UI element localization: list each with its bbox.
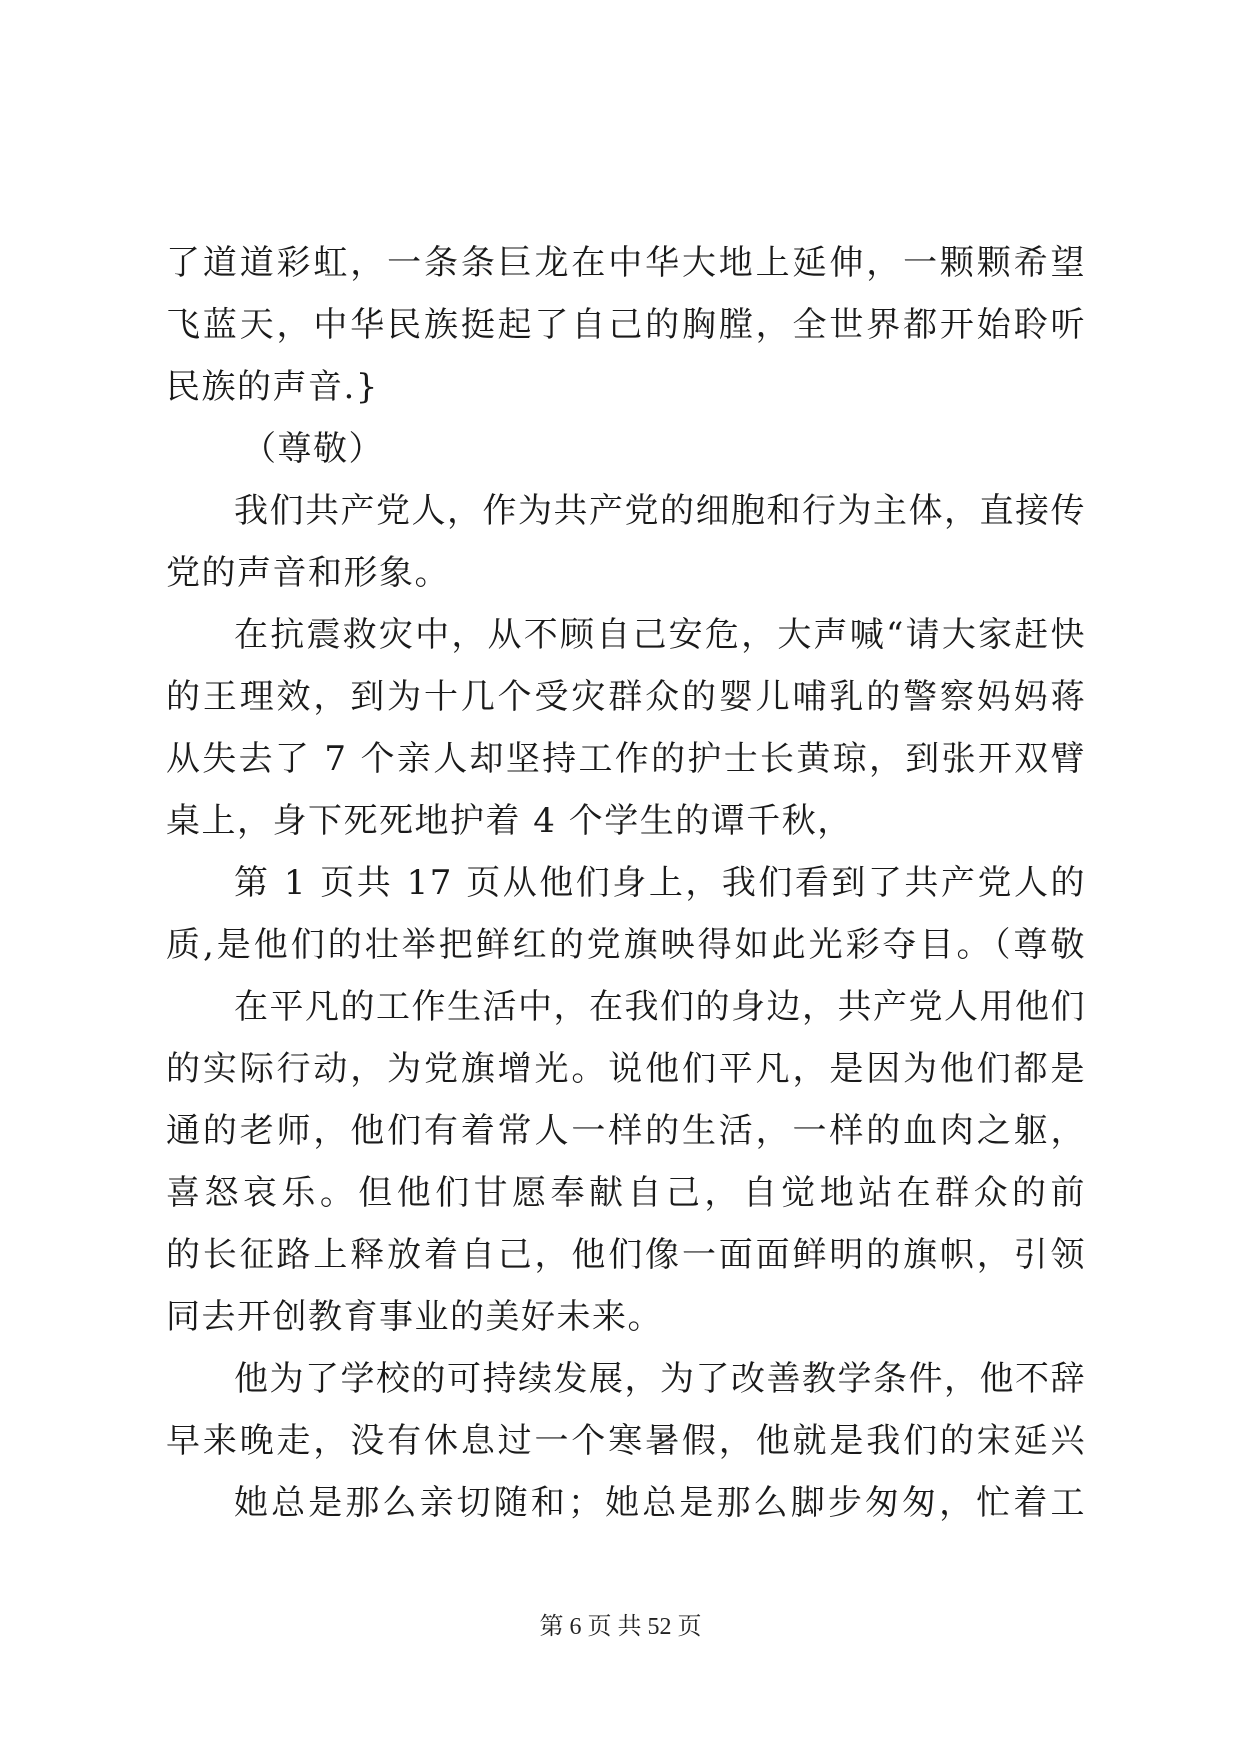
text-line: 的实际行动，为党旗增光。说他们平凡，是因为他们都是 — [166, 1049, 1086, 1089]
text-line: 从失去了 7 个亲人却坚持工作的护士长黄琼，到张开双臂 — [166, 739, 1086, 779]
text-line: 第 1 页共 17 页从他们身上，我们看到了共产党人的 — [234, 863, 1086, 903]
text-line: （尊敬） — [242, 429, 384, 469]
text-line: 在抗震救灾中，从不顾自己安危，大声喊“请大家赶快 — [234, 615, 1086, 655]
text-line: 早来晚走，没有休息过一个寒暑假，他就是我们的宋延兴 — [166, 1421, 1086, 1461]
text-line: 喜怒哀乐。但他们甘愿奉献自己，自觉地站在群众的前 — [166, 1173, 1086, 1213]
page-footer: 第 6 页 共 52 页 — [539, 1614, 702, 1640]
text-line: 的王理效，到为十几个受灾群众的婴儿哺乳的警察妈妈蒋 — [166, 677, 1086, 717]
text-line: 她总是那么亲切随和；她总是那么脚步匆匆，忙着工 — [234, 1483, 1086, 1523]
text-line: 我们共产党人，作为共产党的细胞和行为主体，直接传 — [234, 491, 1086, 531]
text-line: 通的老师，他们有着常人一样的生活，一样的血肉之躯， — [166, 1111, 1086, 1151]
text-line: 桌上，身下死死地护着 4 个学生的谭千秋， — [166, 801, 853, 841]
text-line: 民族的声音.} — [166, 367, 379, 407]
text-line: 的长征路上释放着自己，他们像一面面鲜明的旗帜，引领 — [166, 1235, 1086, 1275]
text-line: 他为了学校的可持续发展，为了改善教学条件，他不辞 — [234, 1359, 1086, 1399]
text-line: 党的声音和形象。 — [166, 553, 450, 593]
text-line: 飞蓝天，中华民族挺起了自己的胸膛，全世界都开始聆听 — [166, 305, 1086, 345]
text-line: 在平凡的工作生活中，在我们的身边，共产党人用他们 — [234, 987, 1086, 1027]
text-line: 了道道彩虹，一条条巨龙在中华大地上延伸，一颗颗希望 — [166, 243, 1086, 283]
text-line: 质,是他们的壮举把鲜红的党旗映得如此光彩夺目。（尊敬 — [166, 925, 1086, 965]
text-line: 同去开创教育事业的美好未来。 — [166, 1297, 663, 1337]
body-text — [166, 232, 1086, 1534]
